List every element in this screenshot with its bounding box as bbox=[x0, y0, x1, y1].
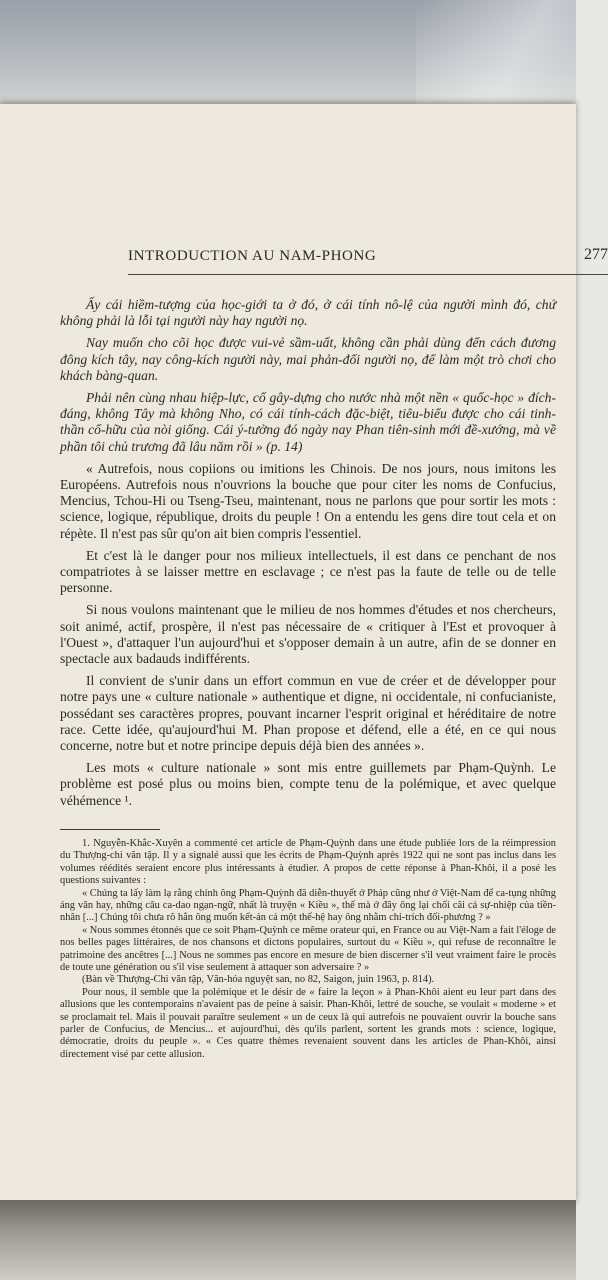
paragraph: Si nous voulons maintenant que le milieu de nos hommes d'études et nos chercheurs, soit animé, actif, prospère, il n'est pas nécessaire de « critiquer à l'Est et provoquer à l'Ouest », d'attaquer l'un aujourd'hui et s'opposer demain à un autre, afin de se donner en spectacle aux badauds indifférents. bbox=[60, 602, 556, 667]
running-header bbox=[128, 246, 608, 275]
footnotes bbox=[60, 838, 556, 1061]
footnote-paragraph: 1. Nguyễn-Khắc-Xuyên a commenté cet article de Phạm-Quỳnh dans une étude publiée lors de la réimpression du Thượng-chi văn tập. Il y a signalé aussi que les écrits de Phạm-Quỳnh après 1922 qui ne sont pas inclus dans les volumes réédités seraient encore plus intéressants à étudier. A propos de cette réponse à Phan-Khôi, il a posé les questions suivantes : bbox=[60, 837, 556, 887]
body-text bbox=[60, 297, 556, 809]
paragraph: « Autrefois, nous copiions ou imitions les Chinois. De nos jours, nous imitons les Européens. Autrefois nous n'ouvrions la bouche que pour citer les noms de Confucius, Mencius, Tchou-Hi ou Tseng-Tseu, maintenant, nous ne parlons que pour sortir les mots : science, logique, république, droits du peuple ! On a entendu les gens dire tout cela et on répète. Il n'est pas sûr qu'on ait bien compris l'essentiel. bbox=[60, 460, 556, 541]
paragraph: Ấy cái hiềm-tượng của học-giới ta ở đó, ở cái tính nô-lệ của người mình đó, chứ không phải là lỗi tại người này hay người nọ. bbox=[60, 297, 556, 329]
paragraph: Et c'est là le danger pour nos milieux intellectuels, il est dans ce penchant de nos compatriotes à se laisser mettre en esclavage ; ce n'est pas la faute de telle ou de telle personne. bbox=[60, 547, 556, 596]
footnote-divider bbox=[60, 829, 160, 830]
footnote-citation: (Bàn về Thượng-Chi văn tập, Văn-hóa nguyệt san, no 82, Saigon, juin 1963, p. 814). bbox=[82, 974, 435, 986]
paragraph: Les mots « culture nationale » sont mis entre guillemets par Phạm-Quỳnh. Le problème est posé plus ou moins bien, compte tenu de la polémique, et avec quelque véhémence ¹. bbox=[60, 760, 556, 808]
paragraph: Phải nên cùng nhau hiệp-lực, cố gây-dựng cho nước nhà một nền « quốc-học » đích-đáng, không Tây mà không Nho, có cái tính-cách đặc-biệt, tiêu-biểu được cho cái tinh-thần cố-hữu của nòi giống. Cái ý-tưởng đó ngày nay Phan tiên-sinh mới đề-xướng, mà về phần tôi chủ trương đã lâu năm rồi » (p. 14) bbox=[60, 390, 556, 454]
footnote-paragraph: Pour nous, il semble que la polémique et le désir de « faire la leçon » à Phan-Khôi aient eu leur part dans des allusions que les contemporains n'avaient pas de peine à saisir. Phan-Khôi, lettré de souche, se voulait « moderne » et se proclamait tel. Mais il pouvait paraître seulement « un de ceux là qui autrefois ne pouvaient ouvrir la bouche sans parler de Confucius, de Mencius... et aujourd'hui, dès qu'ils parlent, sortent les grands mots : science, logique, démocratie, droits du peuple ». « Ces quatre thèmes revenaient souvent dans les articles de Phan-Khôi, ainsi directement visé par cette allusion. bbox=[60, 986, 556, 1060]
footnote-paragraph: « Chúng ta lấy làm lạ rằng chính ông Phạm-Quỳnh đã diễn-thuyết ở Pháp cũng như ở Việt-Nam để ca-tụng những áng văn hay, những câu ca-dao ngạn-ngữ, nhất là truyện « Kiều », thế mà ở đây ông lại chối cãi cả sự-nhiệp của tiền-nhân [...] Chúng tôi chưa rõ hẳn ông muốn kết-án cả một thế-hệ hay ông nhằm chỉ-trích đối-phương ? » bbox=[60, 887, 556, 924]
running-title: INTRODUCTION AU NAM-PHONG bbox=[128, 248, 377, 264]
paragraph: Nay muốn cho cõi học được vui-vẻ sầm-uất, không cần phải dùng đến cách đương đông kích tây, nay công-kích người này, mai phản-đối người nọ, để làm một trò chơi cho khách bàng-quan. bbox=[60, 335, 556, 383]
paragraph: Il convient de s'unir dans un effort commun en vue de créer et de développer pour notre pays une « culture nationale » authentique et digne, ni occidentale, ni confucianiste, possédant ses caractères propres, pouvant incarner l'esprit original et héréditaire de notre race. Cette idée, qu'aujourd'hui M. Phan propose et défend, elle a été, en ce qui nous concerne, notre but et notre principe depuis déjà bien des années ». bbox=[60, 673, 556, 754]
background-top bbox=[0, 0, 576, 110]
page-number: 277 bbox=[584, 246, 608, 263]
page-content bbox=[60, 246, 608, 1061]
page-bottom-shadow bbox=[0, 1200, 576, 1280]
footnote-paragraph: « Nous sommes étonnés que ce soit Phạm-Quỳnh ce même orateur qui, en France ou au Việt-Nam a fait l'éloge de nos belles pages littéraires, de nos chansons et dictons populaires, surtout du « Kiều », qui refuse de reconnaître le patrimoine des ancêtres [...] Nous ne sommes pas encore en mesure de bien discerner s'il veut vraiment faire le procès de toute une génération ou s'il vise seulement à attaquer son adversaire ? » bbox=[60, 924, 556, 973]
